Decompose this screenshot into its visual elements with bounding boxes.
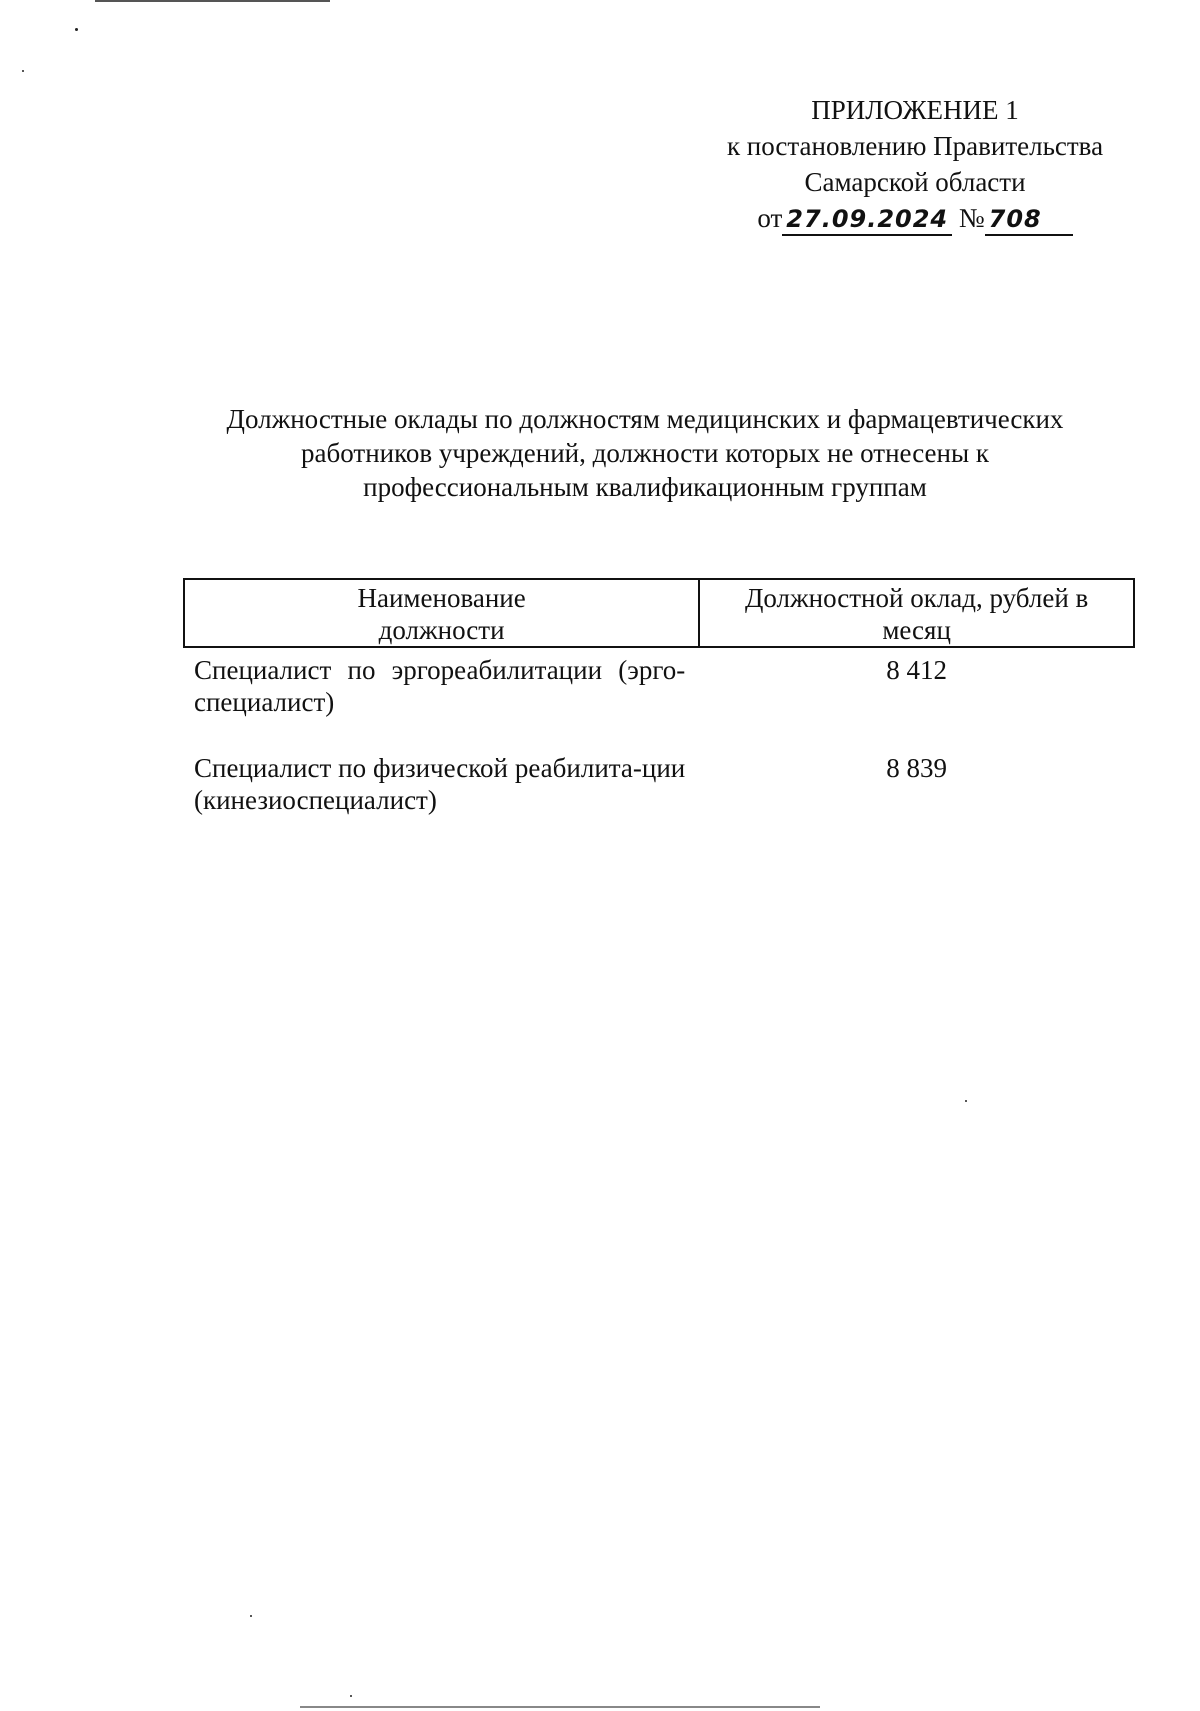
header-text: месяц: [882, 615, 951, 645]
document-title: [175, 402, 1115, 504]
header-text: Наименование: [357, 583, 526, 613]
handwritten-number: 708: [985, 204, 1073, 236]
number-prefix: №: [958, 203, 985, 233]
approval-line-region: Самарской области: [804, 167, 1026, 197]
table-row: [184, 647, 1134, 752]
salary-cell: 8 839: [886, 753, 947, 783]
header-salary: [699, 579, 1134, 647]
position-cell: Специалист по эргореабилитации (эрго-специалист): [194, 655, 686, 717]
approval-line-resolution: к постановлению Правительства: [726, 131, 1104, 161]
date-prefix: от: [757, 203, 783, 233]
salary-table: [183, 578, 1135, 850]
title-line: работников учреждений, должности которых не отнесены к: [301, 438, 989, 468]
header-text: должности: [378, 615, 505, 645]
handwritten-date: 27.09.2024: [782, 204, 952, 236]
appendix-heading: ПРИЛОЖЕНИЕ 1: [811, 95, 1019, 125]
scan-speck: [22, 70, 24, 72]
title-line: профессиональным квалификационным группам: [363, 472, 927, 502]
scan-speck: [350, 1695, 352, 1697]
scan-speck: [75, 28, 78, 31]
header-text: Должностной оклад, рублей в: [744, 583, 1089, 613]
table-header-row: [184, 579, 1134, 647]
header-position-name: [184, 579, 699, 647]
scan-speck: [250, 1615, 252, 1617]
approval-block: [690, 92, 1140, 236]
scan-edge-line: [300, 1706, 820, 1708]
salary-cell: 8 412: [886, 655, 947, 685]
position-cell: Специалист по физической реабилита-ции (кинезиоспециалист): [194, 753, 686, 815]
scan-speck: [965, 1100, 967, 1102]
scan-edge-line: [95, 0, 330, 2]
table-row: [184, 752, 1134, 850]
title-line: Должностные оклады по должностям медицинских и фармацевтических: [226, 404, 1064, 434]
approval-reference-line: [690, 200, 1140, 236]
